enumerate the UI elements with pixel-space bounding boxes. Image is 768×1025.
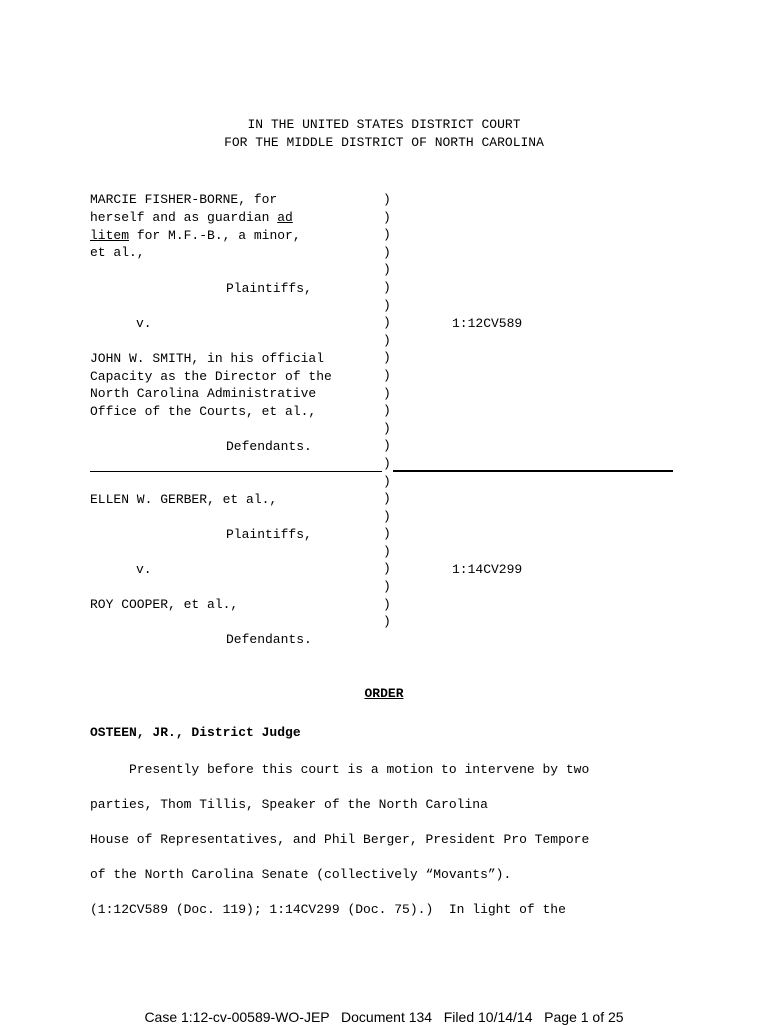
case1-litem-underlined: litem (90, 228, 130, 243)
paren: ) (383, 385, 391, 401)
paren: ) (383, 350, 391, 366)
case2-plaintiffs-label: Plaintiffs, (226, 527, 312, 542)
case1-plaintiffs-label: Plaintiffs, (226, 281, 312, 296)
body-line-2: parties, Thom Tillis, Speaker of the North Carolina (90, 797, 488, 812)
paren: ) (383, 455, 391, 471)
paren: ) (383, 579, 391, 595)
paren: ) (383, 297, 391, 313)
case1-defendant-line1: JOHN W. SMITH, in his official (90, 351, 325, 366)
case2-plaintiff-line1: ELLEN W. GERBER, et al., (90, 492, 278, 507)
paren: ) (383, 561, 391, 577)
body-line-3: House of Representatives, and Phil Berger, President Pro Tempore (90, 832, 590, 847)
case2-case-number: 1:14CV299 (452, 562, 523, 577)
case1-case-number: 1:12CV589 (452, 316, 523, 331)
case1-plaintiff-line1: MARCIE FISHER-BORNE, for (90, 192, 278, 207)
case1-plaintiff-line3 (90, 227, 301, 245)
case2-versus: v. (136, 562, 152, 577)
body-line-1: Presently before this court is a motion to intervene by two (90, 762, 590, 777)
paren: ) (383, 438, 391, 454)
case1-defendant-line2: Capacity as the Director of the (90, 369, 332, 384)
paren: ) (383, 244, 391, 260)
case2-defendants-label: Defendants. (226, 632, 312, 647)
judge-line: OSTEEN, JR., District Judge (90, 725, 301, 740)
paren: ) (383, 227, 391, 243)
paren: ) (383, 279, 391, 295)
court-heading-line2: FOR THE MIDDLE DISTRICT OF NORTH CAROLINA (224, 135, 544, 150)
caption-separator-right (393, 470, 673, 472)
paren: ) (383, 332, 391, 348)
paren: ) (383, 526, 391, 542)
paren: ) (383, 403, 391, 419)
case1-plaintiff-line4: et al., (90, 245, 145, 260)
case1-ad-underlined: ad (277, 210, 293, 225)
case1-versus: v. (136, 316, 152, 331)
court-heading-line1: IN THE UNITED STATES DISTRICT COURT (247, 117, 521, 132)
caption-paren-column (383, 191, 391, 631)
case1-plaintiff-line2 (90, 209, 293, 227)
paren: ) (383, 614, 391, 630)
case1-plaintiff-line2-text: herself and as guardian (90, 210, 278, 225)
body-line-5: (1:12CV589 (Doc. 119); 1:14CV299 (Doc. 75).) In light of the (90, 902, 566, 917)
case1-defendants-label: Defendants. (226, 439, 312, 454)
case1-defendant-line3: North Carolina Administrative (90, 386, 317, 401)
paren: ) (383, 420, 391, 436)
paren: ) (383, 209, 391, 225)
case2-defendant-line1: ROY COOPER, et al., (90, 597, 239, 612)
body-line-4: of the North Carolina Senate (collectively “Movants”). (90, 867, 512, 882)
paren: ) (383, 596, 391, 612)
paren: ) (383, 473, 391, 489)
paren: ) (383, 315, 391, 331)
paren: ) (383, 543, 391, 559)
paren: ) (383, 508, 391, 524)
paren: ) (383, 491, 391, 507)
order-title: ORDER (364, 686, 404, 701)
case1-defendant-line4: Office of the Courts, et al., (90, 404, 317, 419)
case1-plaintiff-line3-text: for M.F.-B., a minor, (129, 228, 301, 243)
paren: ) (383, 367, 391, 383)
paren: ) (383, 192, 391, 207)
paren: ) (383, 262, 391, 278)
caption-separator-left (90, 471, 382, 472)
page-footer: Case 1:12-cv-00589-WO-JEP Document 134 Filed 10/14/14 Page 1 of 25 (144, 1009, 624, 1025)
